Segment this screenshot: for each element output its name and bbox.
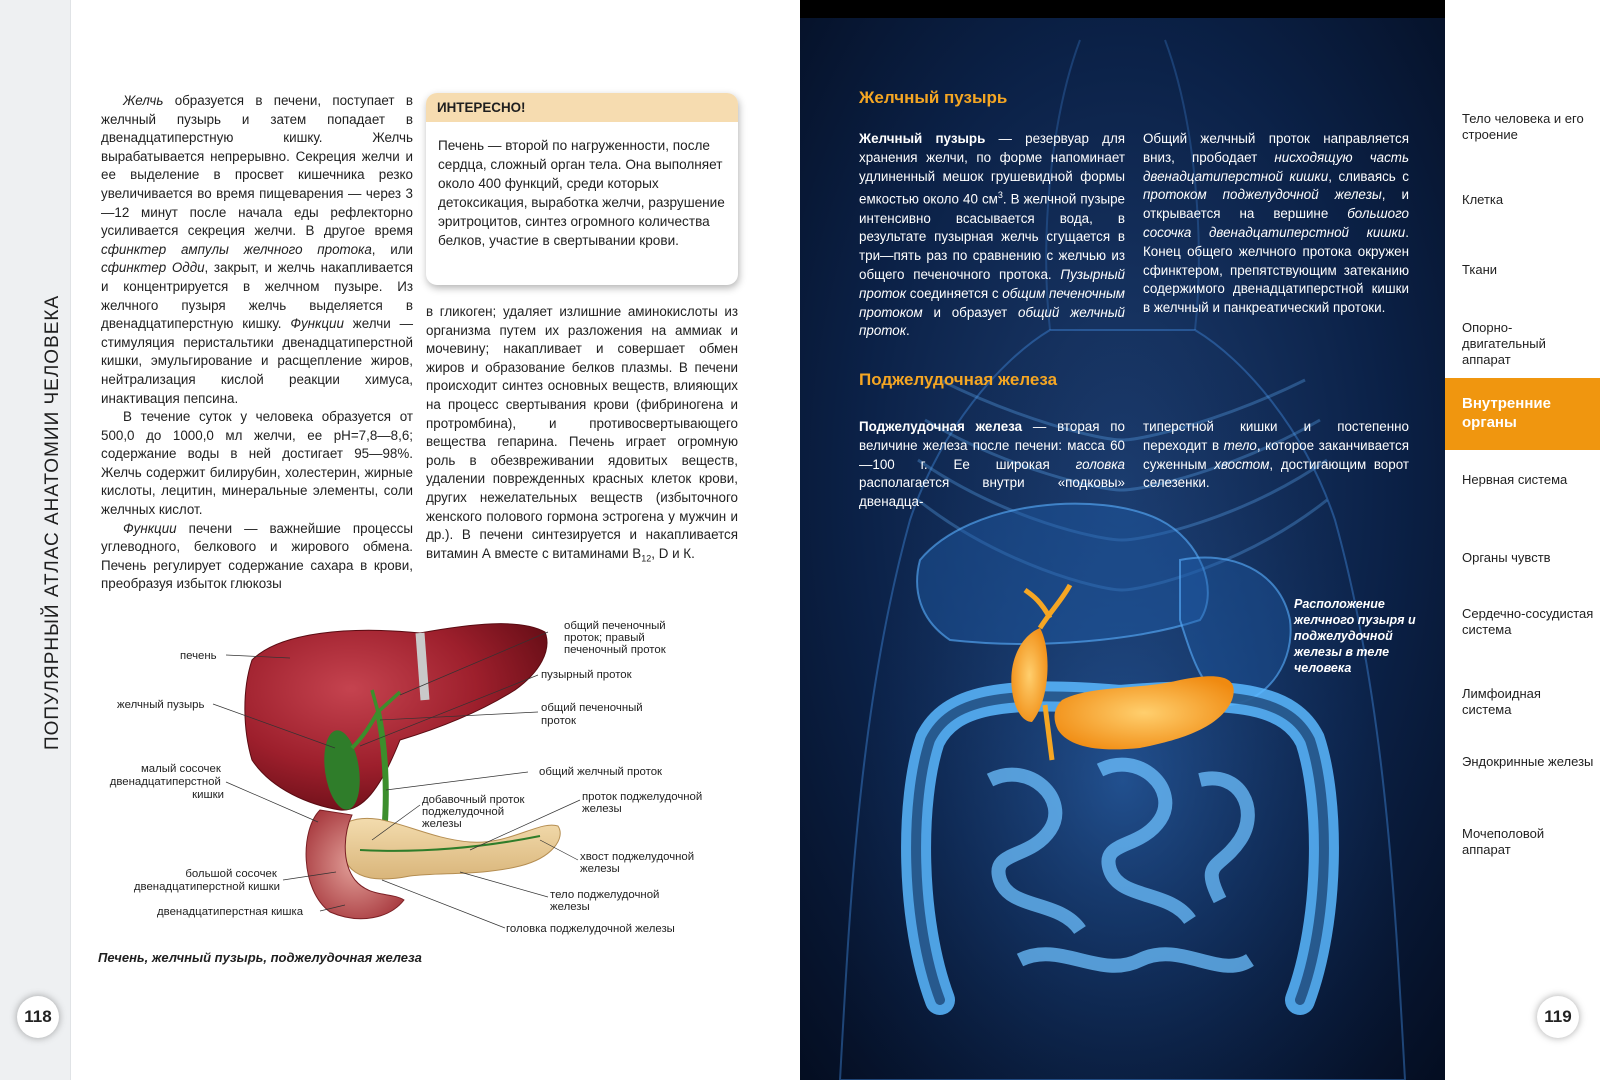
text-run: Общий желчный проток направляется вниз, прободает [1143,131,1409,165]
label-line: поджелудочной [422,806,505,818]
text-column [859,130,1125,341]
italic-term: сфинктер ампулы желчного протока [101,241,372,257]
interest-box-title: ИНТЕРЕСНО! [426,93,738,122]
label-line: проток; правый [564,632,645,644]
text-run: . Конец общего желчного протока окружен сфинктером, препятствующим затеканию содержимого двенадцатиперстной кишки в желчный и панкреатический протоки. [1143,224,1409,316]
falciform-ligament [420,633,425,700]
tab-label: Ткани [1462,262,1498,277]
italic-term: протоком поджелудочной железы [1143,187,1382,203]
running-title: ПОПУЛЯРНЫЙ АТЛАС АНАТОМИИ ЧЕЛОВЕКА [42,294,63,750]
image-caption: Расположение желчного пузыря и поджелудочной железы в теле человека [1294,597,1416,675]
label-gallbladder: желчный пузырь [117,699,205,711]
tab-nervous-system[interactable] [1445,470,1600,510]
top-black-band [800,0,1445,18]
paragraph [859,130,1125,341]
label-line: железы [422,818,462,830]
text-run: В течение суток у человека образуется от 500,0 до 1000,0 мл желчи, ее pH=7,8—8,6; содержание воды в ней достигает 95—98%. Желчь содержит билирубин, холестерин, жирные кислоты, лецитин, минеральные элементы, соли желчных кислот. [101,409,413,518]
text-run: — вторая по величине железа после печени: масса 60—100 г. Ее широкая [859,419,1125,472]
label-liver: печень [180,650,217,662]
label-line: большой сосочек [185,868,277,880]
label-line: двенадцатиперстной кишки [133,881,280,893]
paragraph [101,408,413,520]
paragraph [101,520,413,594]
text-run: , или [371,241,413,257]
interest-box-text: Печень — второй по нагруженности, после сердца, сложный орган тела. Она выполняет около 400 функций, среди которых детоксикация, выработка желчи, разрушение эритроцитов, синтез огромного количества белков, участие в свертывании крови. [438,138,725,248]
right-page [800,0,1600,1080]
label-pancreas-head: головка поджелудочной железы [506,923,675,935]
paragraph [859,418,1125,512]
tab-cell[interactable] [1445,190,1600,212]
tab-label: Внутренние органы [1462,395,1551,431]
label-common-hepatic [541,702,646,727]
label-line: проток [541,715,576,727]
label-line: железы [582,803,622,815]
italic-term: сфинктер Одди [101,260,205,276]
tab-endocrine[interactable] [1445,752,1600,792]
italic-term: общий желчный проток [859,304,1126,339]
label-pancreas-tail [580,851,697,875]
text-run: располагается внутри «подковы» двенадца- [859,475,1125,510]
text-run: . [906,323,910,339]
italic-term: Пузырный проток [859,267,1125,301]
bold-term: Желчный пузырь [859,131,986,146]
text-column [859,418,1125,512]
text-run: , сливаясь с [1328,168,1409,184]
italic-term: Желчь [123,93,164,108]
text-run: , и открывается на вершине [1143,187,1410,222]
italic-term: хвостом [1214,456,1270,472]
text-run: в гликоген; удаляет излишние аминокислоты из организма путем их разложения на аммиак и мочевину; накапливает и совершает обмен жиров и образование белков плазмы. В печени происходит синтез основных веществ, влияющих на процесс свертывания крови (фибриногена и протромбина), и противосвертывающего вещества гепарина. Печень играет огромную роль в обезвреживании ядовитых веществ, удалении поврежденных красных клеток крови, других нежелательных веществ (избыточного женского полового гормона эстрогена у мужчин и др.). В печени синтезируется и накапливается витамин А вместе с витаминами B [426,304,738,561]
text-run: — резервуар для хранения желчи, по форме напоминает удлиненный мешок грушевидной формы емкостью около 40 см [859,131,1126,207]
text-run: и образует [922,304,1019,320]
text-run: , которое заканчивается суженным [1143,437,1409,472]
italic-term: тело [1223,437,1257,453]
section-heading-pancreas: Поджелудочная железа [859,370,1058,389]
paragraph [426,303,738,568]
text-run: , закрыт, и желчь накапливается и концентрируется в желчном пузыре. Из желчного пузыря желчь выделяется в двенадцатиперстную кишку. [101,260,413,332]
label-common-bile: общий желчный проток [539,766,663,778]
text-column [101,92,413,594]
label-line: добавочный проток [422,794,525,806]
tab-label: Тело человека и его строение [1462,111,1584,142]
text-run: образуется в печени, поступает в желчный пузырь и затем попадает в двенадцатиперстную кишку. Желчь вырабатывается непрерывно. Секреция желчи и ее выделение в просвет кишечника резко увеличивается во время пищеварения — через 3—12 минут после начала еды рефлекторно усиливается секреция желчи. В другое время [101,93,413,239]
tab-tissues[interactable] [1445,260,1600,282]
paragraph [1143,130,1409,318]
text-run: , достигающим ворот селезенки. [1143,456,1409,491]
tab-sense-organs[interactable] [1445,548,1600,570]
tab-label: Нервная система [1462,472,1568,487]
text-run: типерстной кишки и постепенно переходит в [1143,419,1409,453]
tab-internal-organs[interactable] [1445,378,1600,450]
page-number: 119 [1537,996,1579,1038]
label-line: хвост поджелудочной [580,851,695,863]
label-duodenum: двенадцатиперстная кишка [157,906,304,918]
bold-term: Поджелудочная железа [859,419,1023,434]
text-run: соединяется с [906,285,1003,301]
subscript: 12 [641,553,652,564]
italic-term: большого сосочка двенадцатиперстной кишки [1143,206,1409,240]
label-cystic-duct: пузырный проток [541,669,632,681]
tab-label: Эндокринные железы [1462,754,1594,769]
liver-pancreas-diagram [90,620,750,950]
tab-urogenital[interactable] [1445,824,1600,864]
text-column [1143,130,1409,318]
label-major-papilla [134,868,280,893]
superscript: 3 [997,190,1003,201]
label-accessory-duct [422,794,528,830]
label-line: железы [580,863,620,875]
label-minor-papilla [110,763,224,801]
tab-label: Опорно-двигательный аппарат [1462,320,1546,367]
figure-caption: Печень, желчный пузырь, поджелудочная железа [98,950,422,965]
italic-term: Функции [123,520,177,536]
italic-term: общим печеночным протоком [859,285,1125,320]
interest-box [426,93,738,285]
tab-label: Лимфоидная система [1462,686,1541,717]
paragraph [101,92,413,408]
italic-term: нисходящую часть двенадцатиперстной кишки [1143,149,1409,184]
tab-cardiovascular[interactable] [1445,604,1600,660]
section-heading-gallbladder: Желчный пузырь [859,88,1008,107]
tab-body-structure[interactable] [1445,108,1600,148]
label-line: печеночный проток [564,644,666,656]
label-pancreatic-duct [582,791,705,815]
tab-label: Сердечно-сосудистая система [1462,606,1594,637]
tab-label: Мочеполовой аппарат [1462,826,1545,857]
label-common-hepatic-right [564,620,669,656]
label-line: двенадцатиперстной [109,776,221,788]
text-column [426,303,738,568]
page-number: 118 [17,996,59,1038]
text-run: . В желчной пузыре интенсивно всасывается вода, в результате пузырная желчь сгущается в три—пять раз по сравнению с желчью из общего печеночного протока. [859,191,1125,283]
paragraph [1143,418,1409,493]
label-line: общий печеночный [564,620,666,632]
tab-musculoskeletal[interactable] [1445,318,1600,374]
label-pancreas-body [550,889,663,913]
label-line: малый сосочек [140,763,221,775]
label-line: тело поджелудочной [550,889,660,901]
tab-label: Органы чувств [1462,550,1551,565]
text-run: печени — важнейшие процессы углеводного, белкового и жирового обмена. Печень регулирует содержание сахара в крови, преобразуя избыток глюкозы [101,520,413,592]
text-run: , D и К. [651,545,695,561]
italic-term: Функции [290,316,344,332]
tab-label: Клетка [1462,192,1504,207]
text-run: желчи — стимуляция перистальтики двенадцатиперстной кишки, эмульгирование и расщепление жиров, нейтрализация кислой реакции химуса, инактивация пепсина. [101,316,413,406]
label-line: общий печеночный [541,702,643,714]
label-line: кишки [192,789,224,801]
text-column [1143,418,1409,493]
italic-term: головка [1075,456,1125,472]
tab-lymphoid[interactable] [1445,684,1600,724]
section-tabs [1445,0,1600,1080]
label-line: железы [550,901,590,913]
label-line: проток поджелудочной [582,791,703,803]
